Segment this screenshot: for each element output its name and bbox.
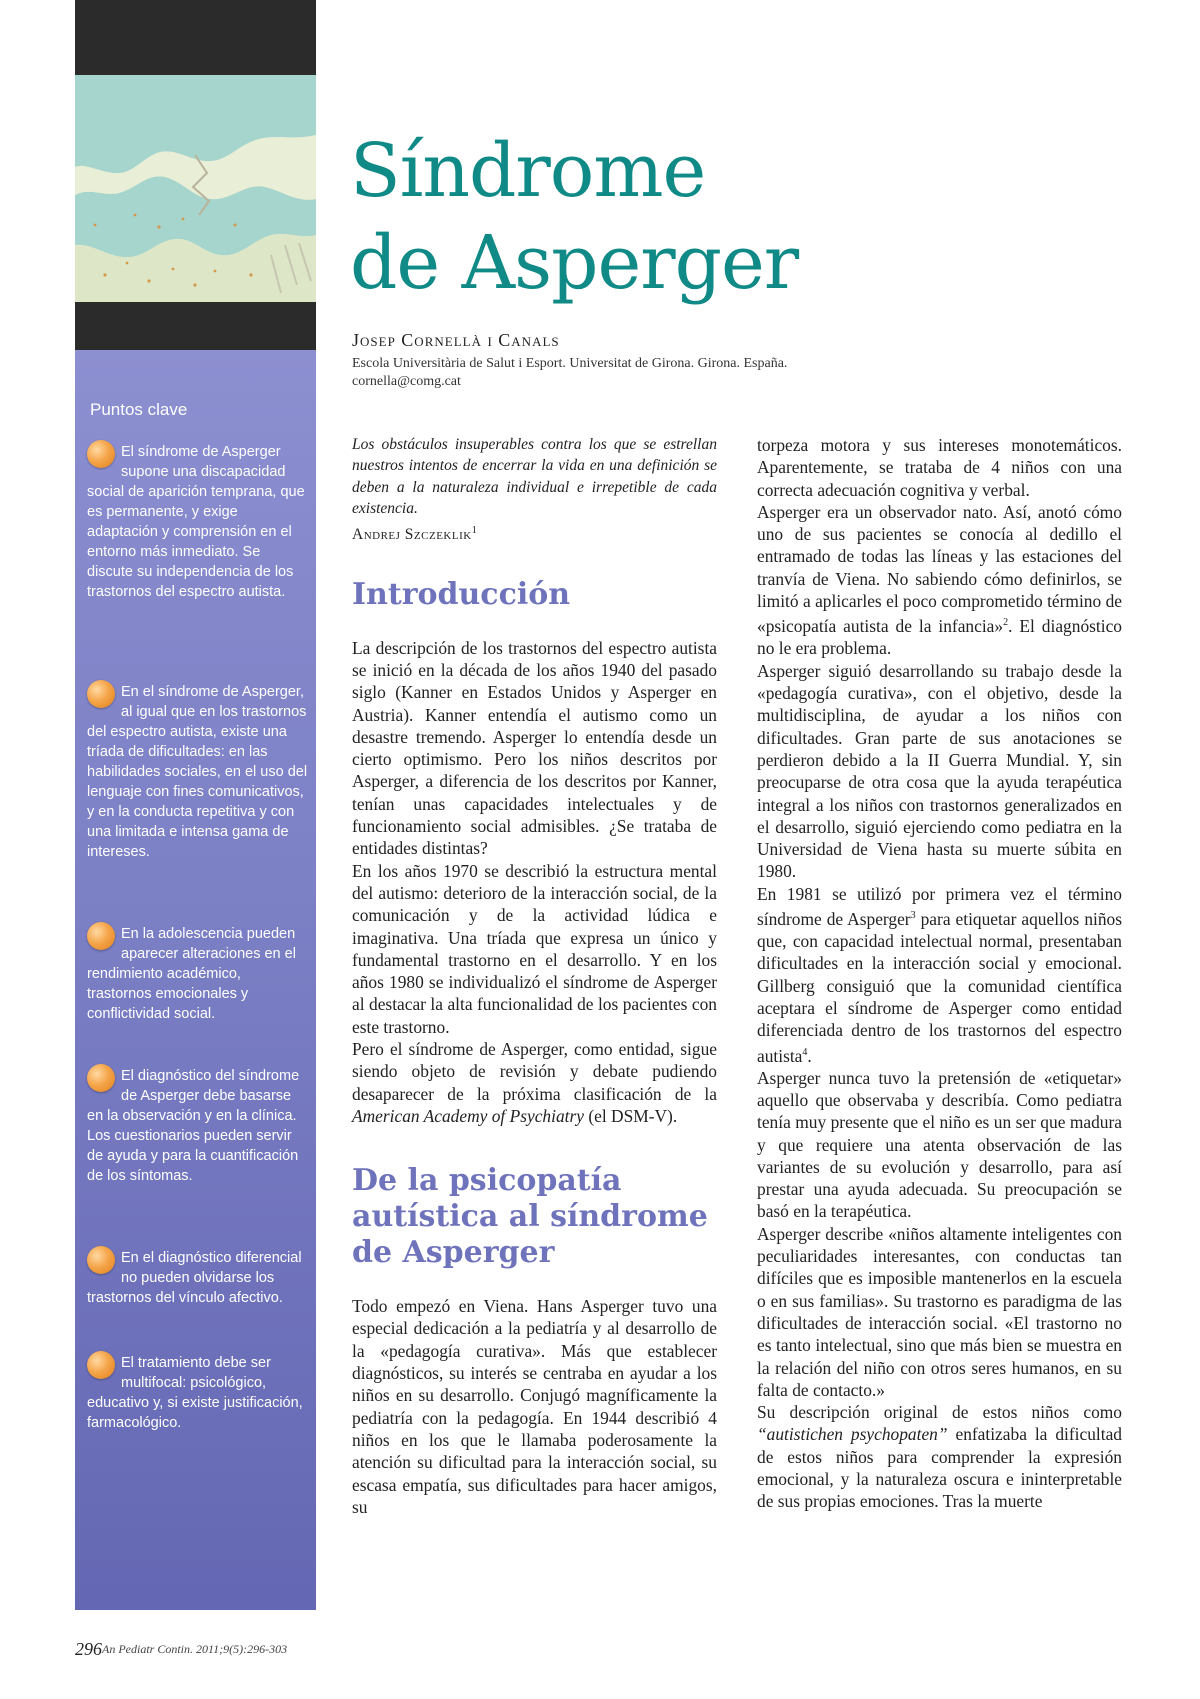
key-point-text: En la adolescencia pueden aparecer alteraciones en el rendimiento académico, trastornos emocionales y conflictividad social. [87,926,296,1022]
epigraph-ref: 1 [471,525,478,537]
r2-text-a: Asperger era un observador nato. Así, anotó cómo uno de sus pacientes se conocía al dedillo el entramado de todas las líneas y las estaciones del tranvía de Viena. No sabiendo cómo definirlos, se limitó a aplicarles el poco comprometido término de «psicopatía autista de la infancia» [757,501,1122,637]
intro-paragraph-3 [352,1038,717,1127]
section2-paragraph-r6: Asperger describe «niños altamente inteligentes con peculiaridades interesantes, con conductas tan difíciles que es imposible mantenerlos en la escuela o en sus familias». Su trastorno es paradigma de las dificultades de interacción social. «El trastorno no es tanto intelectual, sino que más bien se muestra en la relación del niño con otros seres humanos, en su falta de contacto.» [757,1223,1122,1400]
r7-italic: “autistichen psychopaten” [757,1424,948,1445]
key-point-item [87,1066,309,1186]
bullet-icon [87,1351,115,1379]
section2-paragraph-r1: torpeza motora y sus intereses monotemáticos. Aparentemente, se trataba de 4 niños con una correcta adecuación cognitiva y verbal. [757,435,1122,500]
epigraph-author [352,520,717,546]
bullet-icon [87,1246,115,1274]
section2-paragraph-r3: Asperger siguió desarrollando su trabajo desde la «pedagogía curativa», con el objetivo, desde la multidisciplina, de ayudar a los niños con dificultades. Gran parte de sus anotaciones se perdieron debido a la II Guerra Mundial. Y, sin preocuparse de otra cosa que la ayuda terapéutica integral a los niños con trastornos generalizados en el desarrollo, siguió ejerciendo como pediatra en la Universidad de Viena hasta su muerte súbita en 1980. [757,660,1122,882]
key-points-title: Puntos clave [90,400,188,419]
r4-ref: 3 [910,910,916,922]
section-heading-psicopatia: De la psicopatía autística al síndrome de Asperger [352,1163,708,1271]
key-point-item [87,1353,309,1433]
r7-text-b: enfatizaba la dificultad de estos niños para comprender la expresión emocional, y la naturaleza oscura e ininterpretable de sus propias emociones. Tras la muerte [757,1424,1122,1512]
r4-text-c: . [807,1045,812,1066]
article-title [350,125,1150,309]
title-line: de Asperger [350,220,799,306]
sidebar-illustration [75,75,316,302]
author-email-link[interactable]: cornella@comg.cat [352,374,461,389]
r7-text-a: Su descripción original de estos niños como [757,1402,1122,1423]
bullet-icon [87,1064,115,1092]
key-point-text: En el síndrome de Asperger, al igual que en los trastornos del espectro autista, existe una tríada de dificultades: en las habilidades sociales, en el uso del lenguaje con fines comunicativos, y en la conducta repetitiva y con una limitada e intensa gama de intereses. [87,684,308,860]
r2-text-b: . El diagnóstico no le era problema. [757,616,1122,659]
section2-paragraph-1: Todo empezó en Viena. Hans Asperger tuvo una especial dedicación a la pediatría y al desarrollo de la «pedagogía curativa». Más que establecer diagnósticos, su interés se centraba en ayudar a los niños en su desarrollo. Conjugó magníficamente la pediatría con la pedagogía. En 1944 describió 4 niños en los que le llamaba poderosamente la atención su dificultad para la interacción social, su escasa empatía, sus dificultades para hacer amigos, su [352,1296,717,1517]
epigraph-author-name: Andrej Szczeklik [352,526,472,544]
key-point-text: El síndrome de Asperger supone una discapacidad social de aparición temprana, que es permanente, y exige adaptación y comprensión en el entorno más inmediato. Se discute su independencia de los trastornos del espectro autista. [87,444,305,600]
intro-p3-start: Pero el síndrome de Asperger, como entidad, sigue siendo objeto de revisión y debate pudiendo desaparecer de la próxima clasificación de la [352,1038,717,1104]
bullet-icon [87,922,115,950]
key-point-text: El diagnóstico del síndrome de Asperger debe basarse en la observación y en la clínica. Los cuestionarios pueden servir de ayuda y para la cuantificación de los síntomas. [87,1068,300,1184]
key-point-item [87,682,309,862]
r4-text-a: En 1981 se utilizó por primera vez el término síndrome de Asperger [757,883,1122,929]
section2-paragraph-r4 [757,883,1122,1067]
section2-paragraph-r2 [757,501,1122,660]
section2-paragraph-r7 [757,1401,1122,1512]
decorative-illustration [75,75,316,302]
r2-ref: 2 [1003,617,1009,629]
key-point-text: En el diagnóstico diferencial no pueden olvidarse los trastornos del vínculo afectivo. [87,1250,302,1306]
intro-p3-italic: American Academy of Psychiatry [352,1105,584,1126]
sidebar-top-band [75,0,316,75]
intro-paragraph-1: La descripción de los trastornos del espectro autista se inició en la década de los años 1940 del pasado siglo (Kanner en Estados Unidos y Asperger en Austria). Kanner entendía el autismo como un desastre tremendo. Asperger lo entendía desde un cierto optimismo. Pero los niños descritos por Asperger, a diferencia de los descritos por Kanner, tenían unas capacidades intelectuales y de funcionamiento social admisibles. ¿Se trataba de entidades distintas? [352,637,717,859]
intro-paragraph-2: En los años 1970 se describió la estructura mental del autismo: deterioro de la interacción social, de la comunicación y de la actividad lúdica e imaginativa. Una tríada que expresa un único y fundamental trastorno en el desarrollo. Y en los años 1980 se individualizó el síndrome de Asperger al destacar la alta funcionalidad de los pacientes con este trastorno. [352,860,717,1037]
section2-paragraph-r5: Asperger nunca tuvo la pretensión de «etiquetar» aquello que observaba y describía. Como pediatra tenía muy presente que el niño es un ser que madura y que requiere una atenta observación de las variantes de su evolución y desarrollo, para así prestar una ayuda adecuada. Su preocupación se basó en la terapéutica. [757,1067,1122,1222]
intro-p3-end: (el DSM-V). [583,1105,678,1126]
left-column [352,434,717,1518]
key-points-box [75,350,316,1610]
author-name: Josep Cornellà i Canals [352,330,560,350]
bullet-icon [87,440,115,468]
sidebar-dark-strip [75,302,316,350]
bullet-icon [87,680,115,708]
key-point-item [87,924,309,1024]
key-point-text: El tratamiento debe ser multifocal: psicológico, educativo y, si existe justificación, farmacológico. [87,1355,303,1431]
journal-citation: An Pediatr Contin. 2011;9(5):296-303 [102,1642,288,1656]
key-point-item [87,1248,309,1308]
epigraph-text: Los obstáculos insuperables contra los que se estrellan nuestros intentos de encerrar la vida en una definición se deben a la naturaleza individual e irrepetible de cada existencia. [352,436,717,517]
title-line: Síndrome [350,128,706,214]
r4-text-b: para etiquetar aquellos niños que, con capacidad intelectual normal, presentaban dificultades en la interacción social y emocional. Gillberg consiguió que la comunidad científica aceptara el síndrome de Asperger como entidad diferenciada dentro de los trastornos del espectro autista [757,908,1123,1066]
section-heading-introduccion: Introducción [352,576,571,612]
r4-ref2: 4 [802,1046,808,1058]
affiliation: Escola Universitària de Salut i Esport. Universitat de Girona. Girona. España. [352,356,788,371]
page-number: 296 [75,1639,102,1659]
key-point-item [87,442,309,602]
right-column [757,434,1122,1513]
